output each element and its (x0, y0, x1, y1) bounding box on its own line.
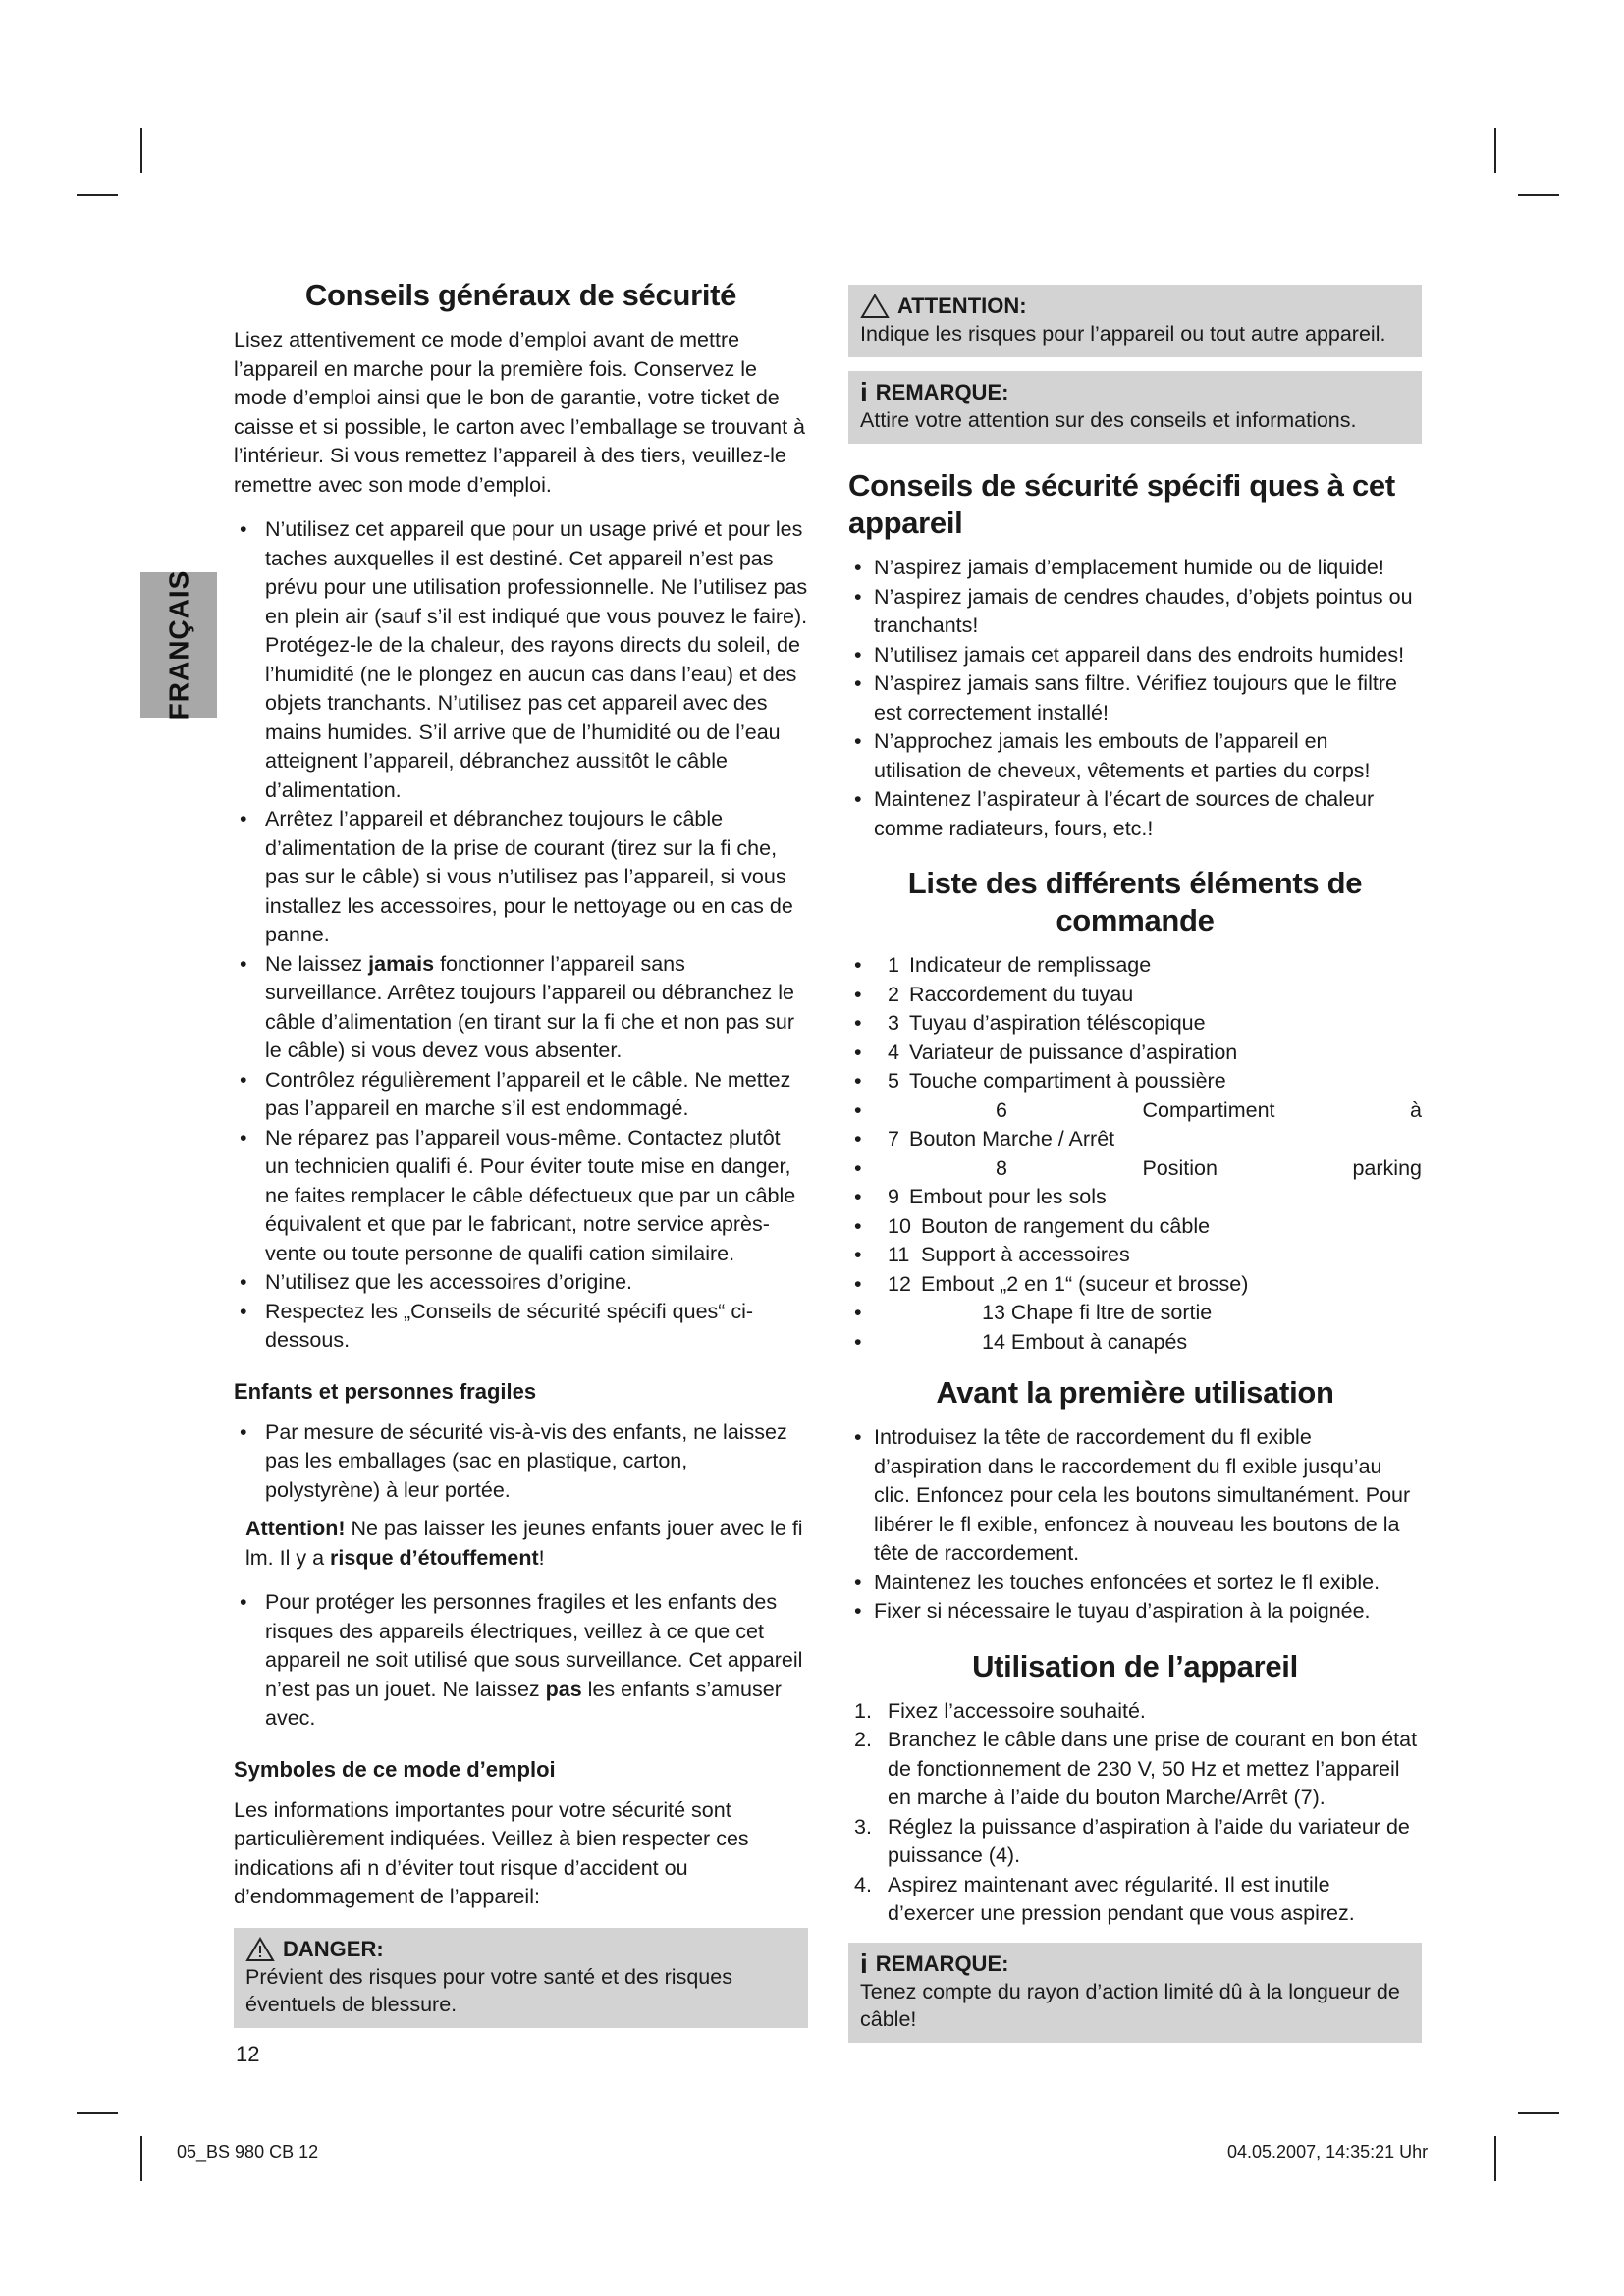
step-number: 2. (854, 1728, 872, 1751)
list-item: • Arrêtez l’appareil et débranchez toujours le câble d’alimentation de la prise de courant (tirez sur la fi che, pas sur le câble) si vous n’utilisez pas l’appareil, si vous installez les accessoires, pour le nettoyage ou en cas de panne. (234, 805, 808, 950)
item-label: Tuyau d’aspiration téléscopique (909, 1011, 1206, 1035)
danger-title-row (245, 1936, 796, 1963)
list-item (848, 1212, 1422, 1242)
danger-title: DANGER: (283, 1936, 384, 1961)
item-number: • 1 (888, 953, 899, 977)
attention-text: Indique les risques pour l’appareil ou tout autre appareil. (860, 322, 1386, 346)
list-item: • Maintenez les touches enfoncées et sortez le fl exible. (848, 1569, 1422, 1598)
remark-text: Attire votre attention sur des conseils et informations. (860, 408, 1357, 432)
item-label: Position (1142, 1155, 1218, 1180)
attention-label: Attention! (245, 1517, 346, 1540)
emphasis: jamais (368, 951, 435, 976)
item-number: • 9 (888, 1185, 899, 1208)
warning-triangle-icon (860, 294, 890, 319)
attention-title: ATTENTION: (897, 294, 1027, 318)
first-use-heading: Avant la première utilisation (936, 1375, 1334, 1410)
list-item: • N’utilisez cet appareil que pour un usage privé et pour les taches auxquelles il est destiné. Cet appareil n’est pas prévu pour une utilisation professionnelle. Ne l’utilisez pas en plein air (sauf s’il est indiqué que vous pouvez le faire). Protégez-le de la chaleur, des rayons directs du soleil, de l’humidité (ne le plongez en aucun cas dans l’eau) et des objets tranchants. N’utilisez pas cet appareil avec des mains humides. S’il arrive que de l’humidité ou de l’eau atteignent l’appareil, débranchez aussitôt le câble d’alimentation. (234, 515, 808, 805)
crop-mark (77, 194, 118, 196)
item-number: • 7 (888, 1127, 899, 1150)
remark-title: REMARQUE: (875, 1950, 1009, 1976)
item-label: Variateur de puissance d’aspiration (909, 1040, 1238, 1064)
list-item: • Introduisez la tête de raccordement du fl exible d’aspiration dans le raccordement du fl exible jusqu’au clic. Enfoncez pour cela les boutons simultanément. Pour libérer le fl exible, enfoncez à nouveau les boutons de la tête de raccordement. (848, 1423, 1422, 1569)
item-number: • 2 (888, 982, 899, 1006)
crop-mark (1494, 128, 1496, 173)
list-item: • 14 Embout à canapés (848, 1328, 1422, 1358)
list-item: • N’utilisez que les accessoires d’origine. (234, 1268, 808, 1298)
step-number: 3. (854, 1814, 872, 1839)
text-span: ! (538, 1545, 545, 1570)
footer-left: 05_BS 980 CB 12 (177, 2142, 319, 2162)
list-item (848, 1039, 1422, 1068)
list-item (848, 1096, 1422, 1126)
step-number: 1. (854, 1698, 872, 1723)
item-number: • 8 (996, 1155, 1007, 1180)
emphasis: risque d’étouffement (330, 1545, 539, 1570)
list-item (848, 951, 1422, 981)
remark-box (848, 371, 1422, 444)
text-span: Ne laissez (265, 951, 369, 976)
list-item (848, 1125, 1422, 1154)
children-list-2 (234, 1588, 808, 1734)
warning-triangle-icon (245, 1937, 275, 1962)
crop-mark (140, 128, 142, 173)
controls-heading: Liste des différents éléments de commande (907, 866, 1363, 937)
specific-safety-list (848, 554, 1422, 843)
list-item (848, 1697, 1422, 1727)
list-item (848, 1241, 1422, 1270)
list-item: • Maintenez l’aspirateur à l’écart de sources de chaleur comme radiateurs, fours, etc.! (848, 785, 1422, 843)
list-item (234, 1588, 808, 1734)
remark-box-2 (848, 1943, 1422, 2043)
list-item: • Contrôlez régulièrement l’appareil et le câble. Ne mettez pas l’appareil en marche s’il est endommagé. (234, 1066, 808, 1124)
list-item (848, 1871, 1422, 1929)
left-column (234, 277, 808, 2046)
general-safety-heading: Conseils généraux de sécurité (304, 278, 737, 312)
language-tab-label: FRANÇAIS (163, 569, 194, 721)
item-number: • 3 (888, 1011, 899, 1035)
remark-title-row (860, 379, 1410, 406)
info-icon: i (860, 377, 868, 407)
text-span: Pour protéger les personnes fragiles et les enfants des risques des appareils électriques, veillez à ce que cet appareil ne soit utilisé que sous surveillance. Cet appareil n’est pas un jouet. Ne laissez (265, 1590, 803, 1701)
list-item: • N’aspirez jamais de cendres chaudes, d’objets pointus ou tranchants! (848, 583, 1422, 641)
list-item (848, 981, 1422, 1010)
list-item (848, 1270, 1422, 1300)
specific-safety-heading: Conseils de sécurité spécifi ques à cet appareil (848, 468, 1395, 540)
general-safety-list (234, 515, 808, 1356)
step-text: Réglez la puissance d’aspiration à l’aide du variateur de puissance (4). (888, 1814, 1410, 1867)
crop-mark (1494, 2136, 1496, 2181)
crop-mark (77, 2112, 118, 2114)
children-heading: Enfants et personnes fragiles (234, 1378, 537, 1404)
list-item (234, 950, 808, 1066)
footer-right: 04.05.2007, 14:35:21 Uhr (1227, 2142, 1429, 2162)
page-number: 12 (236, 2042, 260, 2066)
item-label: Raccordement du tuyau (909, 982, 1134, 1006)
item-number: • 11 (888, 1243, 910, 1266)
danger-box (234, 1928, 808, 2028)
item-label: parking (1352, 1155, 1422, 1180)
step-text: Fixez l’accessoire souhaité. (888, 1698, 1146, 1723)
item-number: • 4 (888, 1040, 899, 1064)
text-span: fonctionner l’appareil sans surveillance. Arrêtez toujours l’appareil ou débranchez le câble d’alimentation (en tirant sur la fi che et non pas sur le câble) si vous devez vous absenter. (265, 951, 795, 1062)
remark-title-row (860, 1950, 1410, 1978)
list-item: • N’approchez jamais les embouts de l’appareil en utilisation de cheveux, vêtements et parties du corps! (848, 727, 1422, 785)
list-item (848, 1154, 1422, 1184)
symbols-heading: Symboles de ce mode d’emploi (234, 1756, 556, 1782)
emphasis: pas (545, 1677, 582, 1701)
step-number: 4. (854, 1872, 872, 1896)
danger-text: Prévient des risques pour votre santé et des risques éventuels de blessure. (245, 1964, 732, 2016)
list-item: • Ne réparez pas l’appareil vous-même. Contactez plutôt un technicien qualifi é. Pour éviter toute mise en danger, ne faites remplacer le câble défectueux que par un câble équivalent et que par le fabricant, notre service après-vente ou toute personne de qualifi cation similaire. (234, 1124, 808, 1269)
list-item: • Par mesure de sécurité vis-à-vis des enfants, ne laissez pas les emballages (sac en plastique, carton, polystyrène) à leur portée. (234, 1418, 808, 1506)
crop-mark (1518, 2112, 1559, 2114)
attention-note (234, 1515, 808, 1573)
list-item: • N’aspirez jamais sans filtre. Vérifiez toujours que le filtre est correctement installé! (848, 669, 1422, 727)
item-label: Bouton de rangement du câble (921, 1213, 1211, 1238)
intro-paragraph: Lisez attentivement ce mode d’emploi avant de mettre l’appareil en marche pour la première fois. Conservez le mode d’emploi ainsi que le bon de garantie, votre ticket de caisse et si possible, le carton avec l’emballage se trouvant à l’intérieur. Si vous remettez l’appareil à des tiers, veuillez-le remettre avec son mode d’emploi. (234, 328, 806, 497)
item-label: Support à accessoires (921, 1243, 1130, 1266)
language-tab (140, 569, 217, 721)
list-item: • Fixer si nécessaire le tuyau d’aspiration à la poignée. (848, 1597, 1422, 1627)
first-use-list (848, 1423, 1422, 1627)
item-label: Compartiment (1142, 1097, 1275, 1122)
attention-title-row (860, 293, 1410, 320)
item-label: Embout „2 en 1“ (suceur et brosse) (921, 1271, 1249, 1296)
item-label: Indicateur de remplissage (909, 953, 1152, 977)
usage-heading: Utilisation de l’appareil (972, 1648, 1298, 1683)
list-item: • N’utilisez jamais cet appareil dans des endroits humides! (848, 641, 1422, 670)
remark-text: Tenez compte du rayon d’action limité dû à la longueur de câble! (860, 1979, 1400, 2031)
step-text: Aspirez maintenant avec régularité. Il est inutile d’exercer une pression pendant que vous aspirez. (888, 1872, 1355, 1925)
text-span: les enfants s’amuser avec. (265, 1677, 782, 1730)
item-label: Touche compartiment à poussière (909, 1069, 1226, 1093)
list-item (848, 1183, 1422, 1212)
item-label: Embout pour les sols (909, 1185, 1107, 1208)
step-text: Branchez le câble dans une prise de courant en bon état de fonctionnement de 230 V, 50 Hz et mettez l’appareil en marche à l’aide du bouton Marche/Arrêt (7). (888, 1728, 1418, 1809)
usage-steps (848, 1697, 1422, 1929)
list-item (848, 1067, 1422, 1096)
crop-mark (1518, 194, 1559, 196)
item-number: • 5 (888, 1069, 899, 1093)
list-item: • Respectez les „Conseils de sécurité spécifi ques“ ci-dessous. (234, 1298, 808, 1356)
list-item (848, 1726, 1422, 1813)
list-item: • 13 Chape fi ltre de sortie (848, 1299, 1422, 1328)
item-label: à (1410, 1097, 1422, 1122)
item-number: • 10 (888, 1213, 911, 1238)
crop-mark (140, 2136, 142, 2181)
info-icon: i (860, 1948, 868, 1979)
text-span: Ne pas laisser les jeunes enfants jouer avec le fi lm. Il y a (245, 1517, 803, 1570)
attention-box (848, 285, 1422, 357)
item-number: • 12 (888, 1271, 911, 1296)
right-column (848, 285, 1422, 2060)
list-item (848, 1009, 1422, 1039)
item-label: Bouton Marche / Arrêt (909, 1127, 1115, 1150)
controls-list (848, 951, 1422, 1357)
item-number: • 6 (996, 1097, 1007, 1122)
symbols-paragraph: Les informations importantes pour votre sécurité sont particulièrement indiquées. Veillez à bien respecter ces indications afi n d’éviter tout risque d’accident ou d’endommagement de l’appareil: (234, 1797, 749, 1908)
remark-title: REMARQUE: (875, 380, 1009, 404)
children-list (234, 1418, 808, 1506)
list-item (848, 1813, 1422, 1871)
list-item: • N’aspirez jamais d’emplacement humide ou de liquide! (848, 554, 1422, 583)
